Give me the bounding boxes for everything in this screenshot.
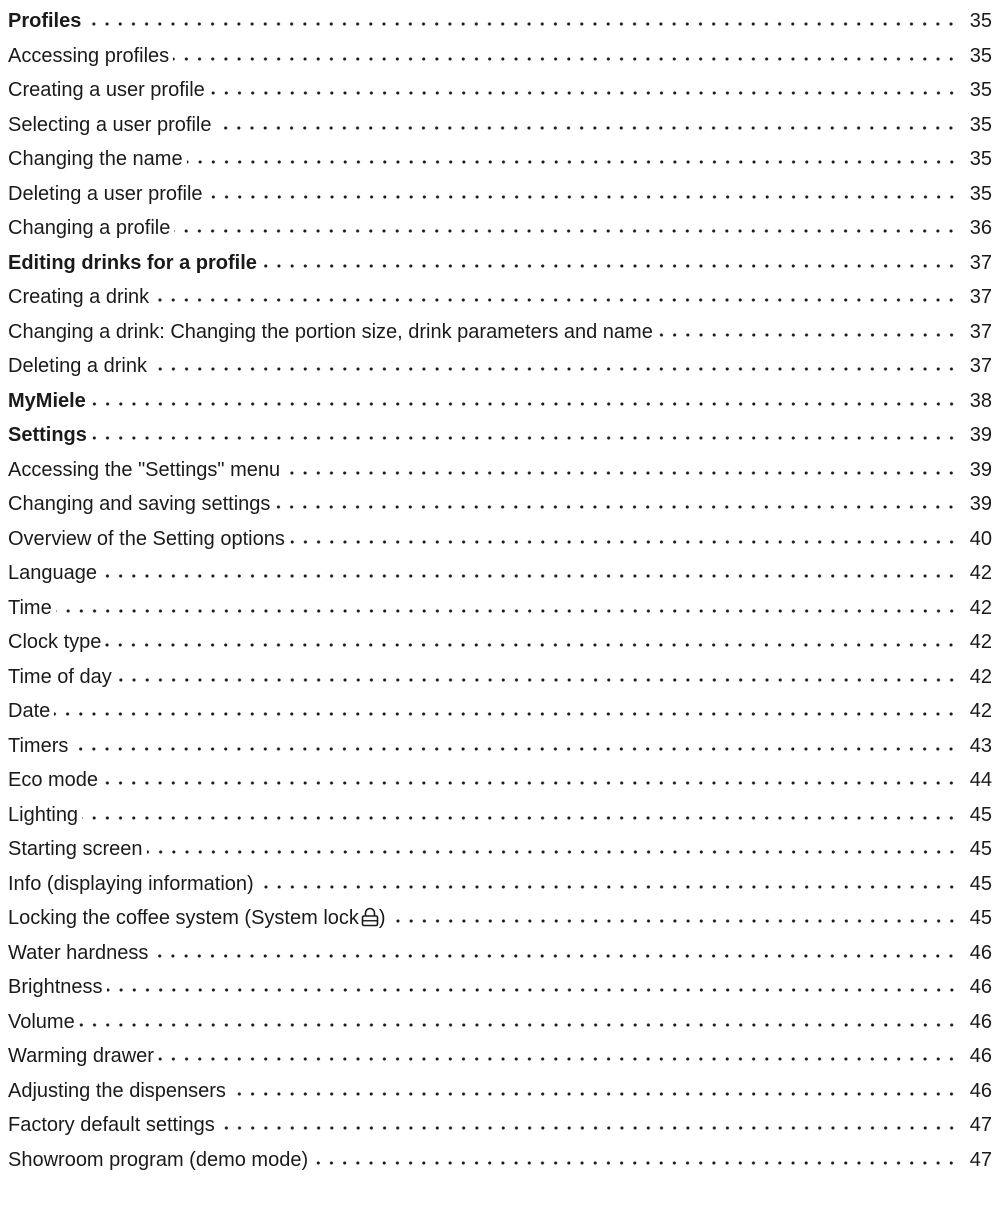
toc-entry[interactable] xyxy=(8,970,992,1005)
toc-heading-entry[interactable] xyxy=(8,4,992,39)
toc-entry-title-text: Water hardness xyxy=(8,941,149,964)
toc-entry[interactable] xyxy=(8,177,992,212)
toc-entry[interactable] xyxy=(8,1074,992,1109)
dot-leader xyxy=(151,367,958,371)
toc-entry-title xyxy=(8,1074,228,1109)
toc-page-number: 40 xyxy=(969,527,992,550)
toc-entry[interactable] xyxy=(8,522,992,557)
toc-entry-title-text: Clock type xyxy=(8,631,102,653)
toc-page-number: 42 xyxy=(969,596,992,619)
toc-page-number: 37 xyxy=(969,251,992,274)
toc-entry-title-text: Creating a drink xyxy=(8,286,150,308)
dot-leader xyxy=(187,160,958,164)
toc-heading-entry[interactable] xyxy=(8,384,992,419)
toc-page-number: 35 xyxy=(969,79,992,101)
toc-page-number: 39 xyxy=(969,458,992,481)
toc-entry-title-text: Starting screen xyxy=(8,838,143,860)
toc-entry-title-text: Accessing the "Settings" menu xyxy=(8,458,281,481)
toc-entry-title xyxy=(8,729,70,764)
toc-entry-title xyxy=(8,970,105,1005)
toc-entry-title-text: Editing drinks for a profile xyxy=(8,251,257,274)
toc-entry-title xyxy=(8,1143,310,1178)
toc-entry-title-text: Changing the name xyxy=(8,148,183,170)
dot-leader xyxy=(147,850,958,854)
toc-page-number: 46 xyxy=(969,1010,992,1033)
toc-page-number: 46 xyxy=(969,1045,992,1067)
toc-entry-title xyxy=(8,936,150,971)
toc-entry-title xyxy=(8,4,83,39)
dot-leader xyxy=(215,126,958,130)
toc-entry[interactable] xyxy=(8,39,992,74)
toc-entry-title xyxy=(8,142,185,177)
toc-entry-title xyxy=(8,418,89,453)
toc-entry[interactable] xyxy=(8,625,992,660)
toc-entry-title xyxy=(8,522,287,557)
toc-entry-title-text: Time of day xyxy=(8,665,112,688)
dot-leader xyxy=(101,574,958,578)
toc-entry-title xyxy=(8,625,103,660)
dot-leader xyxy=(54,712,958,716)
toc-entry-title-text: MyMiele xyxy=(8,389,86,412)
dot-leader xyxy=(152,954,958,958)
dot-leader xyxy=(90,402,958,406)
toc-entry-title-text: Time xyxy=(8,596,52,619)
toc-entry-title-text: Adjusting the dispensers xyxy=(8,1079,226,1102)
toc-page-number: 39 xyxy=(969,493,992,515)
dot-leader xyxy=(153,298,958,302)
dot-leader xyxy=(72,747,958,751)
toc-entry-title-text: Eco mode xyxy=(8,769,99,791)
toc-entry-title-text: Warming drawer xyxy=(8,1045,154,1067)
toc-entry[interactable] xyxy=(8,1143,992,1178)
toc-entry[interactable] xyxy=(8,280,992,315)
toc-entry-title xyxy=(8,1005,77,1040)
toc-entry-title xyxy=(8,867,256,902)
toc-page-number: 45 xyxy=(969,872,992,895)
toc-entry-title-text: Changing a profile xyxy=(8,217,171,239)
toc-entry-title xyxy=(8,832,145,867)
toc-entry[interactable] xyxy=(8,487,992,522)
dot-leader xyxy=(173,57,958,61)
toc-entry[interactable] xyxy=(8,694,992,729)
toc-entry[interactable] xyxy=(8,211,992,246)
toc-entry-title-text: Info (displaying information) xyxy=(8,872,254,895)
toc-page-number: 36 xyxy=(969,217,992,239)
toc-page-number: 39 xyxy=(969,424,992,446)
toc-entry[interactable] xyxy=(8,591,992,626)
toc-page-number: 45 xyxy=(969,803,992,826)
toc-entry-title xyxy=(8,246,259,281)
toc-entry[interactable] xyxy=(8,1108,992,1143)
toc-page-number: 37 xyxy=(969,320,992,343)
toc-page-number: 35 xyxy=(969,10,992,32)
dot-leader xyxy=(82,816,958,820)
toc-page-number: 35 xyxy=(969,148,992,170)
dot-leader xyxy=(116,678,958,682)
toc-entry-title xyxy=(8,315,655,350)
toc-entry-title xyxy=(8,591,54,626)
toc-page-number: 42 xyxy=(969,631,992,653)
toc-entry-title-text: Date xyxy=(8,700,51,722)
toc-page-number: 37 xyxy=(969,355,992,377)
toc-entry[interactable] xyxy=(8,729,992,764)
toc-entry-title-text: Deleting a drink xyxy=(8,355,147,377)
toc-page-number: 46 xyxy=(969,976,992,998)
dot-leader xyxy=(390,919,958,923)
toc-entry[interactable] xyxy=(8,832,992,867)
toc-entry-title-text: Changing a drink: Changing the portion size, drink parameters and name xyxy=(8,320,653,343)
toc-entry-title-text: Lighting xyxy=(8,803,79,826)
dot-leader xyxy=(258,885,958,889)
dot-leader xyxy=(174,229,958,233)
dot-leader xyxy=(79,1023,958,1027)
toc-entry-title-text: Showroom program (demo mode) xyxy=(8,1148,309,1171)
toc-entry-title xyxy=(8,73,207,108)
toc-entry[interactable] xyxy=(8,798,992,833)
toc-page-number: 35 xyxy=(969,113,992,136)
toc-page-number: 44 xyxy=(969,769,992,791)
toc-entry[interactable] xyxy=(8,867,992,902)
dot-leader xyxy=(219,1126,958,1130)
dot-leader xyxy=(102,781,958,785)
toc-entry-title-text: Changing and saving settings xyxy=(8,493,271,515)
toc-page-number: 42 xyxy=(969,562,992,584)
toc-page-number: 42 xyxy=(969,700,992,722)
toc-entry-title-text: Timers xyxy=(8,734,69,757)
toc-entry[interactable] xyxy=(8,936,992,971)
toc-entry-title-text: Creating a user profile xyxy=(8,79,205,101)
toc-entry-title-text: Locking the coffee system (System lock xyxy=(8,907,359,929)
toc-entry-title xyxy=(8,901,388,936)
toc-entry-title-text: Volume xyxy=(8,1010,75,1033)
toc-page-number: 37 xyxy=(969,286,992,308)
toc-entry-title xyxy=(8,660,114,695)
dot-leader xyxy=(158,1057,958,1061)
toc-entry-title-text: Factory default settings xyxy=(8,1114,215,1136)
toc-entry-title xyxy=(8,1108,217,1143)
toc-entry-title-text: Accessing profiles xyxy=(8,44,170,67)
toc-page-number: 47 xyxy=(969,1148,992,1171)
toc-entry-title-text: Settings xyxy=(8,424,87,446)
toc-page-number: 43 xyxy=(969,734,992,757)
toc-entry[interactable] xyxy=(8,73,992,108)
dot-leader xyxy=(312,1161,958,1165)
toc-entry-title xyxy=(8,211,172,246)
toc-entry-title-text: Brightness xyxy=(8,976,103,998)
toc-entry[interactable] xyxy=(8,315,992,350)
toc-entry[interactable] xyxy=(8,901,992,936)
toc-entry-title xyxy=(8,39,171,74)
dot-leader xyxy=(274,505,958,509)
dot-leader xyxy=(91,436,958,440)
toc-entry[interactable] xyxy=(8,108,992,143)
toc-heading-entry[interactable] xyxy=(8,418,992,453)
dot-leader xyxy=(261,264,958,268)
toc-entry[interactable] xyxy=(8,660,992,695)
dot-leader xyxy=(209,91,958,95)
toc-entry[interactable] xyxy=(8,763,992,798)
dot-leader xyxy=(284,471,958,475)
toc-entry-title-text: Language xyxy=(8,562,97,584)
toc-entry[interactable] xyxy=(8,1039,992,1074)
dot-leader xyxy=(289,540,958,544)
toc-entry-title-suffix: ) xyxy=(378,907,386,929)
toc-entry-title-text: Selecting a user profile xyxy=(8,113,212,136)
dot-leader xyxy=(207,195,958,199)
lock-icon xyxy=(361,907,379,927)
toc-page-number: 35 xyxy=(969,182,992,205)
dot-leader xyxy=(85,22,958,26)
toc-entry-title xyxy=(8,1039,156,1074)
toc-page-number: 35 xyxy=(969,44,992,67)
dot-leader xyxy=(105,643,958,647)
table-of-contents xyxy=(8,4,992,1177)
toc-entry-title xyxy=(8,384,88,419)
toc-entry[interactable] xyxy=(8,1005,992,1040)
toc-entry-title-text: Deleting a user profile xyxy=(8,182,203,205)
toc-entry-title-text: Profiles xyxy=(8,10,82,32)
toc-entry-title xyxy=(8,487,272,522)
toc-entry[interactable] xyxy=(8,349,992,384)
toc-entry[interactable] xyxy=(8,556,992,591)
dot-leader xyxy=(657,333,958,337)
dot-leader xyxy=(56,609,958,613)
toc-entry-title xyxy=(8,453,282,488)
toc-page-number: 38 xyxy=(969,389,992,412)
toc-entry-title xyxy=(8,556,99,591)
toc-entry-title xyxy=(8,763,100,798)
toc-heading-entry[interactable] xyxy=(8,246,992,281)
toc-page-number: 46 xyxy=(969,941,992,964)
toc-entry-title xyxy=(8,349,149,384)
toc-entry-title xyxy=(8,798,80,833)
toc-entry[interactable] xyxy=(8,453,992,488)
toc-entry[interactable] xyxy=(8,142,992,177)
toc-entry-title xyxy=(8,177,205,212)
toc-entry-title-text: Overview of the Setting options xyxy=(8,527,285,550)
toc-page-number: 47 xyxy=(969,1114,992,1136)
dot-leader xyxy=(230,1092,958,1096)
toc-entry-title xyxy=(8,108,213,143)
toc-page-number: 45 xyxy=(969,907,992,929)
toc-entry-title xyxy=(8,694,52,729)
toc-entry-title xyxy=(8,280,151,315)
dot-leader xyxy=(107,988,959,992)
toc-page-number: 42 xyxy=(969,665,992,688)
toc-page-number: 45 xyxy=(969,838,992,860)
toc-page-number: 46 xyxy=(969,1079,992,1102)
